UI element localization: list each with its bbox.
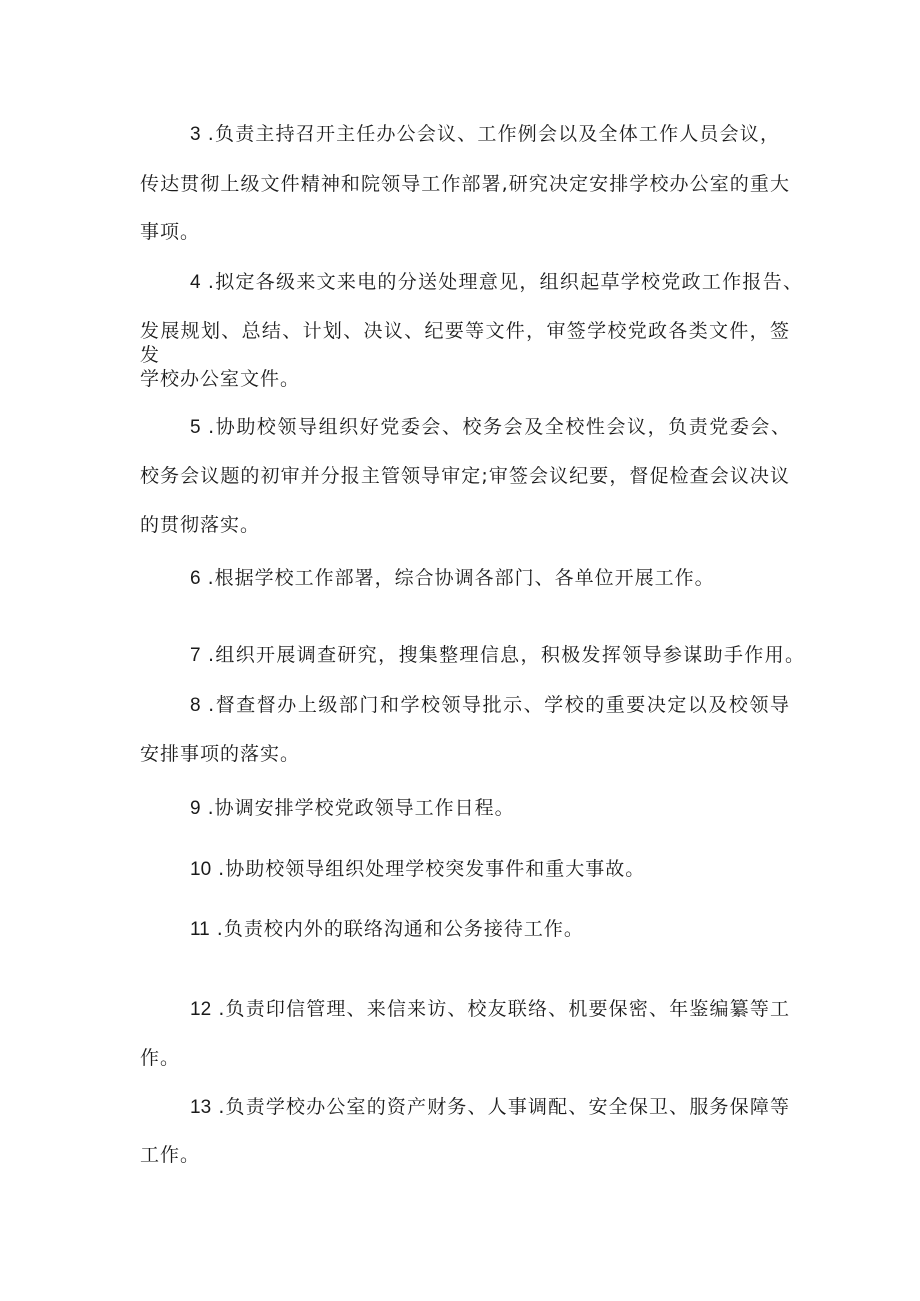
item-4-line-3: 学校办公室文件。 (140, 368, 301, 390)
item-number: 11 (190, 919, 210, 940)
item-text: .负责印信管理、来信来访、校友联络、机要保密、年鉴编纂等工 (211, 998, 790, 1020)
item-5-line-2: 校务会议题的初审并分报主管领导审定;审签会议纪要，督促检查会议决议 (140, 465, 790, 487)
item-10-line-1 (190, 857, 645, 882)
item-text: .协调安排学校党政领导工作日程。 (200, 797, 515, 819)
item-text: .根据学校工作部署，综合协调各部门、各单位开展工作。 (200, 567, 715, 589)
item-3-line-2: 传达贯彻上级文件精神和院领导工作部署,研究决定安排学校办公室的重大 (140, 173, 790, 195)
item-text: .负责学校办公室的资产财务、人事调配、安全保卫、服务保障等 (211, 1096, 790, 1118)
item-text: .协助校领导组织好党委会、校务会及全校性会议，负责党委会、 (200, 416, 791, 438)
item-5-line-3: 的贯彻落实。 (140, 514, 261, 536)
item-number: 3 (190, 124, 201, 145)
item-6-line-1 (190, 566, 715, 591)
item-13-line-1 (190, 1095, 790, 1120)
item-number: 8 (190, 695, 201, 716)
item-number: 9 (190, 798, 201, 819)
item-number: 6 (190, 568, 201, 589)
item-text: .负责主持召开主任办公会议、工作例会以及全体工作人员会议， (200, 123, 780, 145)
item-number: 13 (190, 1097, 212, 1118)
item-13-line-2: 工作。 (140, 1144, 201, 1166)
item-text: .协助校领导组织处理学校突发事件和重大事故。 (211, 858, 646, 880)
item-7-line-1 (190, 643, 805, 668)
item-number: 12 (190, 999, 212, 1020)
item-8-line-1 (190, 693, 790, 718)
item-4-line-1 (190, 270, 803, 295)
item-3-line-1 (190, 122, 780, 147)
item-3-line-3: 事项。 (140, 221, 201, 243)
item-number: 7 (190, 645, 201, 666)
item-text: .负责校内外的联络沟通和公务接待工作。 (209, 918, 584, 940)
item-9-line-1 (190, 796, 515, 821)
item-text: .组织开展调查研究，搜集整理信息，积极发挥领导参谋助手作用。 (200, 644, 805, 666)
item-12-line-2: 作。 (140, 1047, 181, 1069)
item-number: 4 (190, 272, 201, 293)
item-5-line-1 (190, 415, 791, 440)
item-11-line-1 (190, 917, 584, 942)
item-8-line-2: 安排事项的落实。 (140, 743, 301, 765)
item-number: 5 (190, 417, 201, 438)
item-4-line-2: 发展规划、总结、计划、决议、纪要等文件，审签学校党政各类文件，签发 (140, 320, 790, 366)
item-text: .拟定各级来文来电的分送处理意见，组织起草学校党政工作报告、 (200, 271, 803, 293)
item-text: .督查督办上级部门和学校领导批示、学校的重要决定以及校领导 (200, 694, 790, 716)
item-number: 10 (190, 859, 212, 880)
item-12-line-1 (190, 997, 790, 1022)
